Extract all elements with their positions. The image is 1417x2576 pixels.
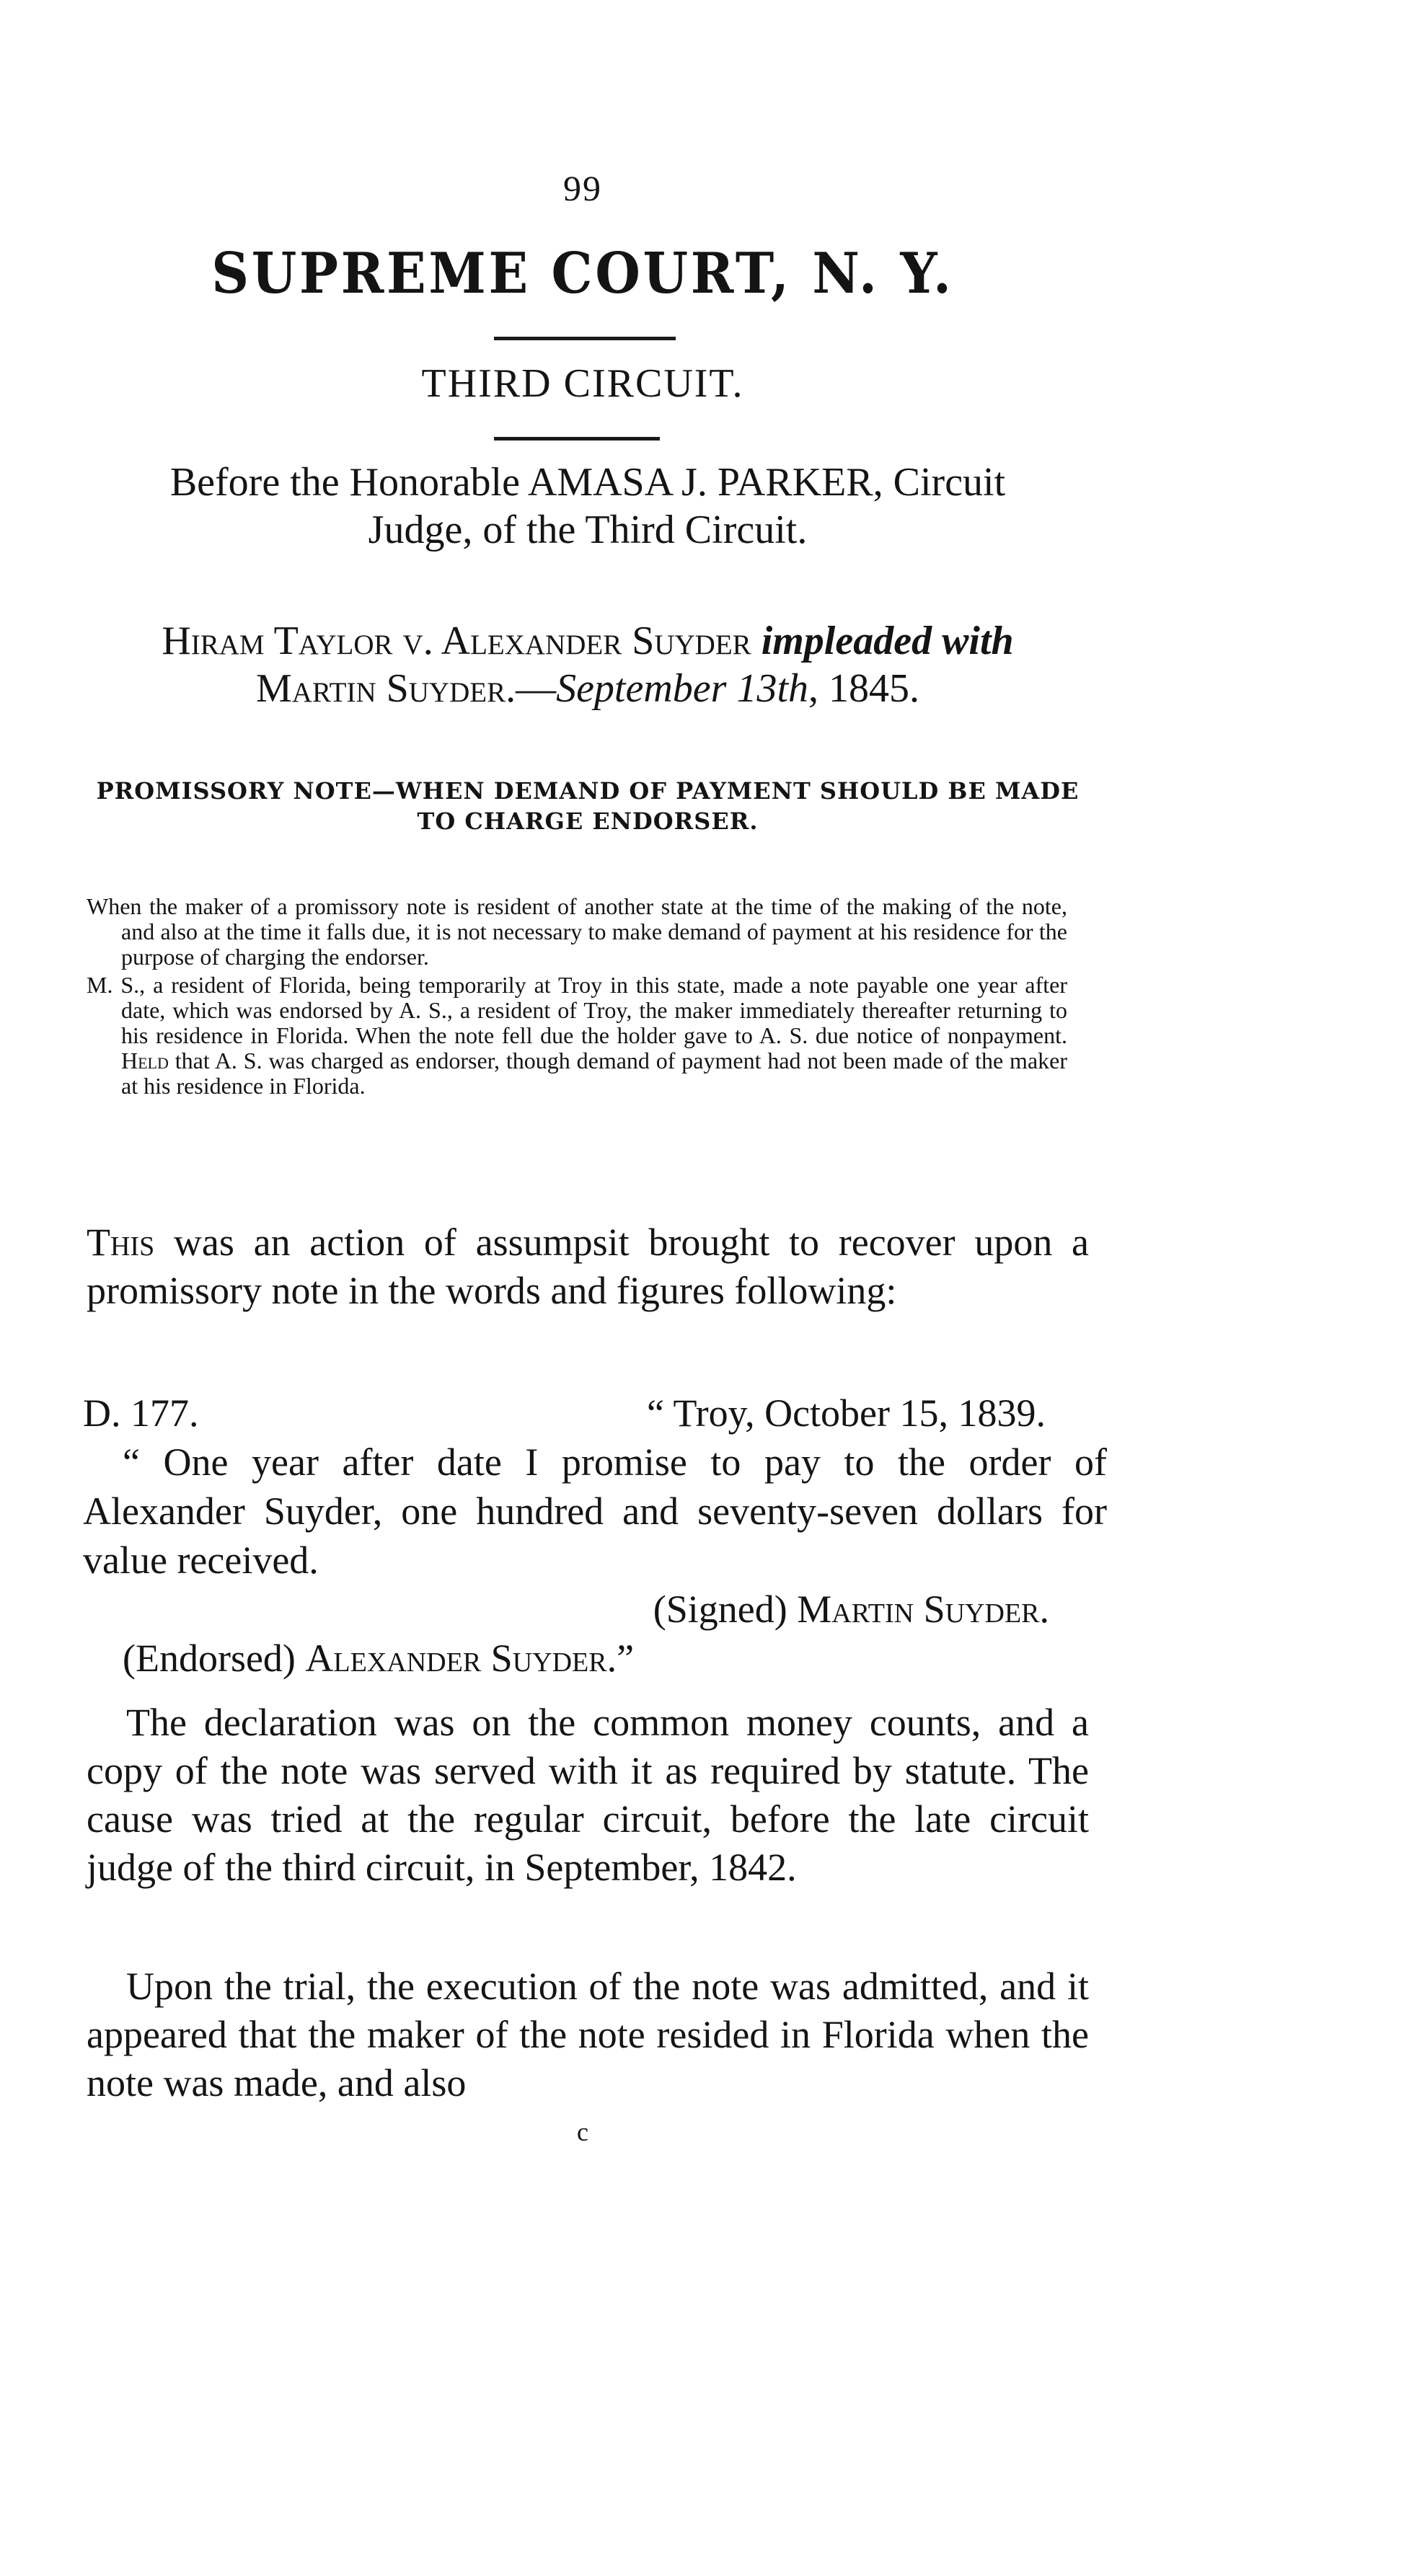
headnote-2-facts: M. S., a resident of Florida, being temporarily at Troy in this state, made a note payable one year after date, which was endorsed by A. S., a resident of Troy, the maker immediately thereafter returning to his residence in Florida. When the note fell due the holder gave to A. S. due notice of nonpayment. (87, 972, 1067, 1048)
judge-statement (94, 459, 1082, 554)
declaration-paragraph: The declaration was on the common money counts, and a copy of the note was served with it as required by statute. The cause was tried at the regular circuit, before the late circuit judge of the third circuit, in September, 1842. (87, 1701, 1089, 1889)
intro-lead: This (87, 1221, 155, 1264)
case-dash: — (516, 666, 557, 711)
case-impleaded: impleaded with (751, 619, 1014, 663)
topic-heading: PROMISSORY NOTE—WHEN DEMAND OF PAYMENT SHOULD BE MADE TO CHARGE ENDORSER. (96, 777, 1080, 835)
note-signed-name: Martin Suyder. (797, 1588, 1049, 1631)
note-endorsed-close: ” (617, 1637, 635, 1680)
note-number: D. 177. (83, 1391, 199, 1435)
intro-rest: was an action of assumpsit brought to recover upon a promissory note in the words and figures following: (87, 1221, 1089, 1312)
headnote-2 (87, 973, 1067, 1099)
headnotes (87, 894, 1067, 1102)
heading-rule-bottom (494, 437, 660, 441)
judge-line-2: Judge, of the Third Circuit. (368, 508, 808, 552)
trial-paragraph: Upon the trial, the execution of the note was admitted, and it appeared that the maker of the note resided in Florida when the note was made, and also (87, 1965, 1089, 2104)
note-endorsed (83, 1634, 1107, 1683)
note-signed (83, 1585, 1107, 1634)
circuit-heading: THIRD CIRCUIT. (421, 361, 744, 406)
case-title (94, 617, 1082, 712)
note-header (83, 1389, 1107, 1438)
case-codefendant: Martin Suyder. (256, 666, 516, 711)
heading-rule-top (494, 337, 676, 340)
note-signed-prefix: (Signed) (653, 1588, 798, 1631)
headnote-1: When the maker of a promissory note is resident of another state at the time of the making of the note, and also at the time it falls due, it is not necessary to make demand of payment at his residence for the purpose of charging the endorser. (87, 893, 1067, 970)
case-versus: v. (392, 619, 441, 663)
signature-mark: c (577, 2117, 588, 2146)
note-endorsed-name: Alexander Suyder. (305, 1637, 617, 1680)
case-date-month: September 13 (556, 666, 777, 711)
page-number: 99 (563, 168, 602, 208)
promissory-note (83, 1389, 1107, 1683)
case-date-suffix: th (777, 666, 808, 711)
case-plaintiff: Hiram Taylor (162, 619, 393, 663)
court-heading: SUPREME COURT, N. Y. (211, 241, 954, 306)
headnote-2-holding: that A. S. was charged as endorser, though demand of payment had not been made of the maker at his residence in Florida. (121, 1048, 1067, 1099)
intro-paragraph (87, 1218, 1089, 1315)
case-date-year: , 1845. (808, 666, 919, 711)
case-defendant: Alexander Suyder (441, 619, 751, 663)
note-place-date: “ Troy, October 15, 1839. (647, 1391, 1046, 1435)
note-endorsed-prefix: (Endorsed) (123, 1637, 306, 1680)
note-body: “ One year after date I promise to pay to the order of Alexander Suyder, one hundred and seventy-seven dollars for value received. (83, 1440, 1107, 1582)
headnote-held: Held (121, 1048, 169, 1074)
judge-line-1: Before the Honorable AMASA J. PARKER, Circuit (169, 460, 1006, 505)
